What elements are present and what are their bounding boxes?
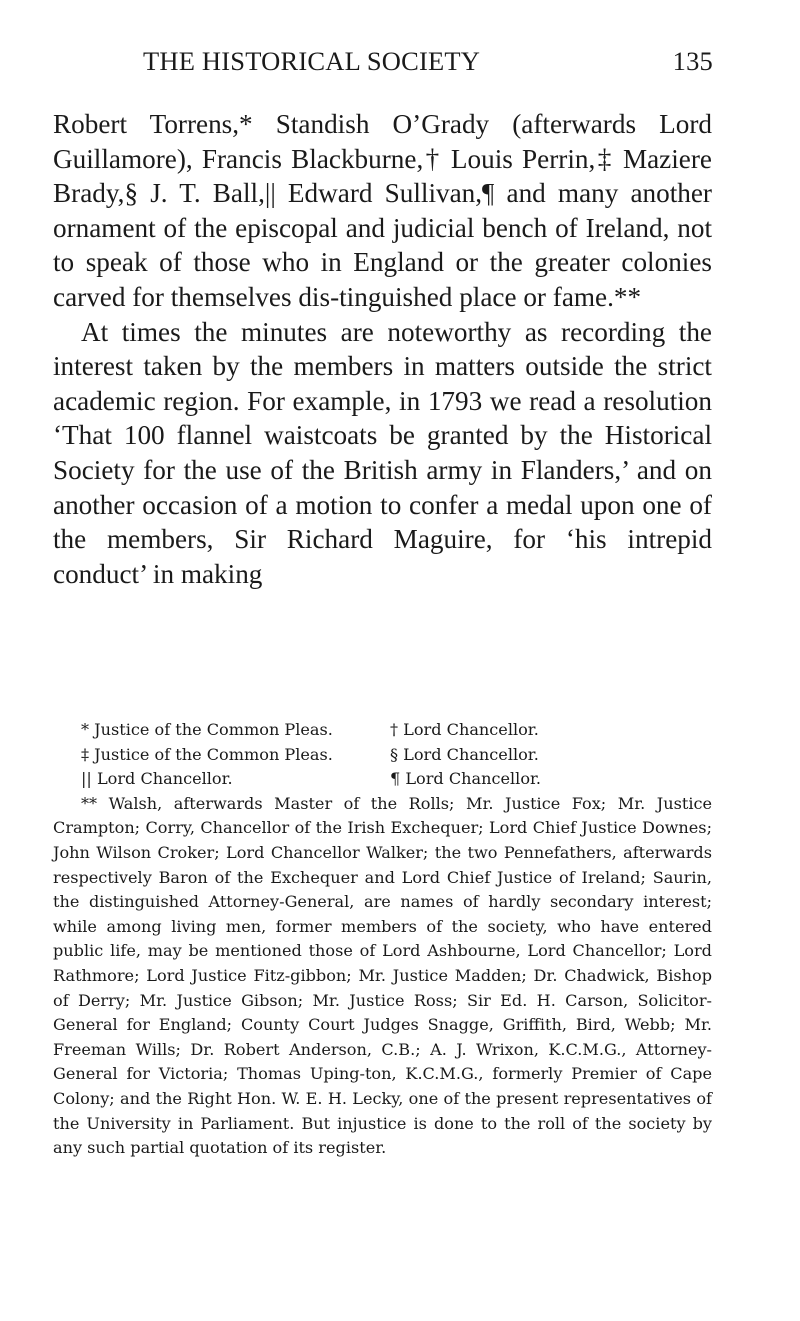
main-text <box>53 107 712 591</box>
footnote-row <box>53 767 712 792</box>
running-head-title: THE HISTORICAL SOCIETY <box>143 46 481 76</box>
paragraph-1: Robert Torrens,* Standish O’Grady (afterwards Lord Guillamore), Francis Blackburne,† Louis Perrin,‡ Maziere Brady,§ J. T. Ball,|| Edward Sullivan,¶ and many another ornament of the episcopal and judicial bench of Ireland, not to speak of those who in England or the greater colonies carved for themselves dis-tinguished place or fame.** <box>53 109 712 312</box>
paragraph-2: At times the minutes are noteworthy as recording the interest taken by the members in matters outside the strict academic region. For example, in 1793 we read a resolution ‘That 100 flannel waistcoats be granted by the Historical Society for the use of the British army in Flanders,’ and on another occasion of a motion to confer a medal upon one of the members, Sir Richard Maguire, for ‘his intrepid conduct’ in making <box>53 316 712 589</box>
footnotes <box>53 718 712 1161</box>
footnote: ‡ Justice of the Common Pleas. <box>81 744 333 764</box>
footnote: † Lord Chancellor. <box>390 720 539 739</box>
footnote-long: ** Walsh, afterwards Master of the Rolls; Mr. Justice Fox; Mr. Justice Crampton; Corry, Chancellor of the Irish Exchequer; Lord Chief Justice Downes; John Wilson Croker; Lord Chancellor Walker; the two Pennefathers, afterwards respectively Baron of the Exchequer and Lord Chief Justice of Ireland; Saurin, the distinguished Attorney-General, are names of hardly secondary interest; while among living men, former members of the society, who have entered public life, may be mentioned those of Lord Ashbourne, Lord Chancellor; Lord Rathmore; Lord Justice Fitz-gibbon; Mr. Justice Madden; Dr. Chadwick, Bishop of Derry; Mr. Justice Gibson; Mr. Justice Ross; Sir Ed. H. Carson, Solicitor-General for England; County Court Judges Snagge, Griffith, Bird, Webb; Mr. Freeman Wills; Dr. Robert Anderson, C.B.; A. J. Wrixon, K.C.M.G., Attorney-General for Victoria; Thomas Uping-ton, K.C.M.G., formerly Premier of Cape Colony; and the Right Hon. W. E. H. Lecky, one of the present representatives of the University in Parliament. But injustice is done to the roll of the society by any such partial quotation of its register. <box>53 793 712 1158</box>
footnote: ¶ Lord Chancellor. <box>390 769 542 789</box>
footnote: || Lord Chancellor. <box>81 769 233 789</box>
footnote-row <box>53 718 712 743</box>
footnote: § Lord Chancellor. <box>390 744 539 764</box>
running-head <box>143 46 713 86</box>
footnote-row <box>53 743 712 768</box>
page-number: 135 <box>672 46 713 76</box>
footnote: * Justice of the Common Pleas. <box>81 720 333 739</box>
